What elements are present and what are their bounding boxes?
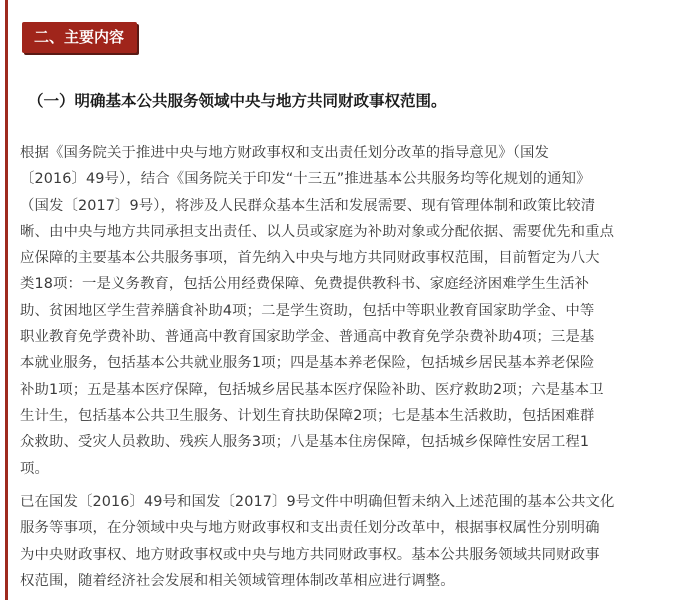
paragraph-line: 应保障的主要基本公共服务事项，首先纳入中央与地方共同财政事权范围，目前暂定为八大 — [20, 250, 600, 267]
paragraph-line: 类18项：一是义务教育，包括公用经费保障、免费提供教科书、家庭经济困难学生生活补 — [20, 276, 590, 293]
paragraph-2 — [20, 489, 670, 594]
paragraph-line: 为中央财政事权、地方财政事权或中央与地方共同财政事权。基本公共服务领域共同财政事 — [20, 546, 600, 563]
paragraph-1 — [20, 140, 670, 482]
paragraph-line: 补助1项；五是基本医疗保障，包括城乡居民基本医疗保险补助、医疗救助2项；六是基本卫 — [20, 381, 604, 398]
paragraph-line: （国发〔2017〕9号），将涉及人民群众基本生活和发展需要、现有管理体制和政策比较清 — [20, 197, 596, 214]
paragraph-line: 根据《国务院关于推进中央与地方财政事权和支出责任划分改革的指导意见》（国发 — [20, 145, 549, 161]
left-accent-rule — [5, 0, 8, 600]
paragraph-line: 服务等事项，在分领域中央与地方财政事权和支出责任划分改革中，根据事权属性分别明确 — [20, 520, 600, 537]
paragraph-line: 已在国发〔2016〕49号和国发〔2017〕9号文件中明确但暂未纳入上述范围的基本公共文化 — [20, 494, 615, 510]
paragraph-line: 项。 — [20, 460, 49, 477]
subheading: （一）明确基本公共服务领域中央与地方共同财政事权范围。 — [28, 92, 447, 110]
section-badge: 二、主要内容 — [22, 22, 137, 53]
paragraph-line: 生计生，包括基本公共卫生服务、计划生育扶助保障2项；七是基本生活救助，包括困难群 — [20, 407, 595, 424]
paragraph-line: 职业教育免学费补助、普通高中教育国家助学金、普通高中教育免学杂费补助4项；三是基 — [20, 329, 595, 346]
paragraph-line: 助、贫困地区学生营养膳食补助4项；二是学生资助，包括中等职业教育国家助学金、中等 — [20, 302, 595, 319]
paragraph-line: 本就业服务，包括基本公共就业服务1项；四是基本养老保险，包括城乡居民基本养老保险 — [20, 355, 595, 372]
paragraph-line: 众救助、受灾人员救助、残疾人服务3项；八是基本住房保障，包括城乡保障性安居工程1 — [20, 434, 590, 451]
paragraph-line: 权范围，随着经济社会发展和相关领域管理体制改革相应进行调整。 — [20, 572, 455, 589]
paragraph-line: 晰、由中央与地方共同承担支出责任、以人员或家庭为补助对象或分配依据、需要优先和重点 — [20, 223, 615, 240]
paragraph-line: 〔2016〕49号），结合《国务院关于印发“十三五”推进基本公共服务均等化规划的通知》 — [20, 171, 591, 188]
